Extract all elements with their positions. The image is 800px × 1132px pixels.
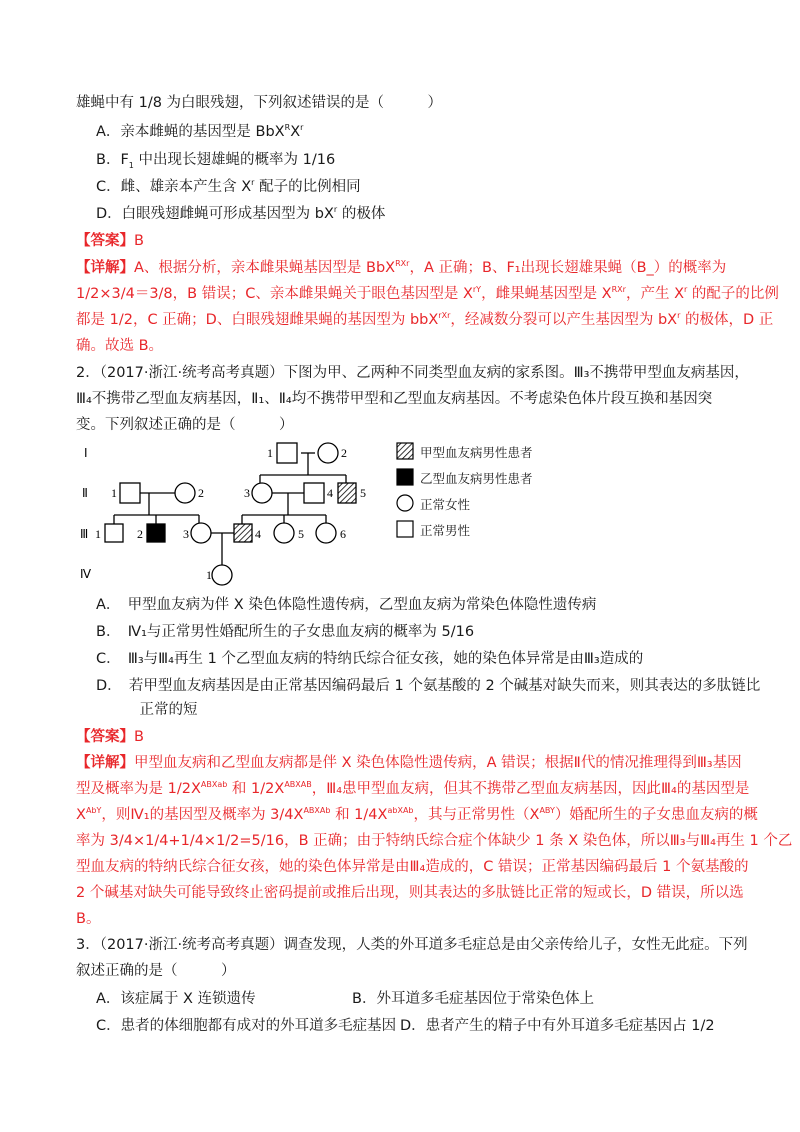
q1-detail-line-4: 确。故选 B。 <box>76 338 164 354</box>
q2-detail-line-5: 型血友病的特纳氏综合征女孩，她的染色体异常是由Ⅲ₄造成的，C 错误；正常基因编码最后 1 个氨基酸的 <box>76 859 749 875</box>
pedigree-IV-1-female <box>212 565 232 585</box>
pedigree-I-1-male <box>277 443 297 463</box>
document-page: 雄蝇中有 1/8 为白眼残翅，下列叙述错误的是（ ） A．亲本雌蝇的基因型是 $BbX^RX^r$ B．$F_1$ 中出现长翅雄蝇的概率为 1/16 C．雌、雄亲本产生含 $X^r$ 配子的比例相同 D．白眼残翅雌蝇可形成基因型为 $bX^r$ 的极体 【答案】B 【详解】A、根据分析，亲本雌果蝇基因型是 BbX$^{RXr}$，A 正确；B、F₁出现长翅雄果蝇（B_）的概率为 1/2×3/4＝3/8，B 错误；C、亲本雌果蝇关于眼色基因型是 $X^{rY}$，雌果蝇基因型是 $X^{RXr}$，产生 $X^r$ 的配子的比例 都是 1/2，C 正确；D、白眼残翅雌果蝇的基因型为 bbX$^{rXr}$，经减数分裂可以产生基因型为 $bX^r$ 的极体，D 正 确。故选 B。 2．（2017·浙江·统考高考真题）下图为甲、乙两种不同类型血友病的家系图。Ⅲ₃不携带甲型血友病基因， Ⅲ₄不携带乙型血友病基因，Ⅱ₁、Ⅱ₄均不携带甲型和乙型血友病基因。不考虑染色体片段互换和基因突 变。下列叙述正确的是（ ） Ⅰ Ⅱ Ⅲ Ⅳ 1 2 1 2 3 4 5 1 2 3 4 5 6 1 甲型血友病男性患者 乙型血友病男性患者 正常女性 正常男性 A． 甲型血友病为伴 X 染色体隐性遗传病，乙型血友病为常染色体隐性遗传病 B． Ⅳ₁与正常男性婚配所生的子女患血友病的概率为 5/16 C． Ⅲ₃与Ⅲ₄再生 1 个乙型血友病的特纳氏综合征女孩，她的染色体异常是由Ⅲ₃造成的 D． 若甲型血友病基因是由正常基因编码最后 1 个氨基酸的 2 个碱基对缺失而来，则其表达的多肽链比 正常的短 【答案】B 【详解】甲型血友病和乙型血友病都是伴 X 染色体隐性遗传病，A 错误；根据Ⅱ代的情况推理得到Ⅲ₃基因 型及概率为是 $1/2X^{ABXab}$ 和 $1/2X^{ABXAB}$，Ⅲ₄患甲型血友病，但其不携带乙型血友病基因，因此Ⅲ₄的基因型是 $X^{AbY}$，则Ⅳ₁的基因型及概率为 $3/4X^{ABXAb}$ 和 $1/4X^{abXAb}$，其与正常男性$(X^{ABY})$婚配所生的子女患血友病的概 率为 3/4×1/4+1/4×1/2=5/16，B 正确；由于特纳氏综合症个体缺少 1 条 X 染色体，所以Ⅲ₃与Ⅲ₄再生 1 个乙 型血友病的特纳氏综合征女孩，她的染色体异常是由Ⅲ₄造成的，C 错误；正常基因编码最后 1 个氨基酸的 2 个碱基对缺失可能导致终止密码提前或推后出现，则其表达的多肽链比正常的短或长，D 错误，所以选 B。 3．（2017·浙江·统考高考真题）调查发现，人类的外耳道多毛症总是由父亲传给儿子，女性无此症。下列 叙述正确的是（ ） A．该症属于 X 连锁遗传 B．外耳道多毛症基因位于常染色体上 C．患者的体细胞都有成对的外耳道多毛症基因 D．患者产生的精子中有外耳道多毛症基因占 1/2 <box>76 95 793 1034</box>
q2-detail-line-3: $X^{AbY}$，则Ⅳ₁的基因型及概率为 $3/4X^{ABXAb}$ 和 $1/4X^{abXAb}$，其与正常男性$(X^{ABY})$婚配所生的子女患血友病的概 <box>76 806 758 823</box>
pedigree-II-3-female <box>252 483 272 503</box>
pedigree-I-2-female <box>318 443 338 463</box>
q2-stem-line-3: 变。下列叙述正确的是（ ） <box>76 417 294 433</box>
label-II-5: 5 <box>360 486 366 500</box>
q3-option-d: D．患者产生的精子中有外耳道多毛症基因占 1/2 <box>400 1018 715 1034</box>
q1-option-c: C．雌、雄亲本产生含 $X^r$ 配子的比例相同 <box>96 178 361 195</box>
pedigree-III-5-female <box>274 523 294 543</box>
pedigree-chart <box>74 440 394 590</box>
q1-detail-line-2: 1/2×3/4＝3/8，B 错误；C、亲本雌果蝇关于眼色基因型是 $X^{rY}$，雌果蝇基因型是 $X^{RXr}$，产生 $X^r$ 的配子的比例 <box>76 285 779 302</box>
pedigree-III-3-female <box>191 523 211 543</box>
label-I-1: 1 <box>267 446 273 460</box>
q2-detail-line-6: 2 个碱基对缺失可能导致终止密码提前或推后出现，则其表达的多肽链比正常的短或长，D 错误，所以选 <box>76 885 744 901</box>
q1-option-d: D．白眼残翅雌蝇可形成基因型为 $bX^r$ 的极体 <box>96 205 386 222</box>
q2-option-d-cont: 正常的短 <box>96 702 198 718</box>
q1-answer: 【答案】B <box>76 233 144 249</box>
pedigree-II-5-affected-a <box>338 483 356 503</box>
gen-label-I: Ⅰ <box>84 446 88 460</box>
label-II-1: 1 <box>111 486 117 500</box>
label-III-2: 2 <box>137 527 143 541</box>
pedigree-III-4-affected-a <box>234 524 252 542</box>
pedigree-II-1-male <box>120 483 140 503</box>
q3-option-b: B．外耳道多毛症基因位于常染色体上 <box>352 991 594 1007</box>
q3-option-a: A．该症属于 X 连锁遗传 <box>96 991 256 1007</box>
q2-option-b: B． Ⅳ₁与正常男性婚配所生的子女患血友病的概率为 5/16 <box>96 624 475 640</box>
label-III-3: 3 <box>183 527 189 541</box>
hatched-square-icon <box>396 442 414 460</box>
label-III-5: 5 <box>298 527 304 541</box>
q2-option-a: A． 甲型血友病为伴 X 染色体隐性遗传病，乙型血友病为常染色体隐性遗传病 <box>96 597 597 613</box>
gen-label-III: Ⅲ <box>80 527 89 541</box>
q1-option-a: A．亲本雌蝇的基因型是 $BbX^RX^r$ <box>96 123 304 140</box>
q3-option-c: C．患者的体细胞都有成对的外耳道多毛症基因 <box>96 1018 397 1034</box>
gen-label-II: Ⅱ <box>82 486 88 500</box>
q1-stem: 雄蝇中有 1/8 为白眼残翅，下列叙述错误的是（ ） <box>76 95 443 111</box>
label-III-4: 4 <box>255 527 261 541</box>
pedigree-III-1-male <box>105 524 123 542</box>
q1-option-b: B．$F_1$ 中出现长翅雄蝇的概率为 1/16 <box>96 152 336 170</box>
pedigree-II-4-male <box>304 483 324 503</box>
q2-option-c: C． Ⅲ₃与Ⅲ₄再生 1 个乙型血友病的特纳氏综合征女孩，她的染色体异常是由Ⅲ₃造成的 <box>96 651 644 667</box>
filled-square-icon <box>396 468 414 486</box>
q2-stem-line-1: 2．（2017·浙江·统考高考真题）下图为甲、乙两种不同类型血友病的家系图。Ⅲ₃不携带甲型血友病基因， <box>76 365 749 381</box>
gen-label-IV: Ⅳ <box>80 567 92 581</box>
label-IV-1: 1 <box>206 568 212 582</box>
q2-stem-line-2: Ⅲ₄不携带乙型血友病基因，Ⅱ₁、Ⅱ₄均不携带甲型和乙型血友病基因。不考虑染色体片段互换和基因突 <box>76 391 713 407</box>
q2-detail-line-7: B。 <box>76 911 101 927</box>
q2-option-d: D． 若甲型血友病基因是由正常基因编码最后 1 个氨基酸的 2 个碱基对缺失而来，则其表达的多肽链比 <box>96 678 761 694</box>
q1-detail-line-1: 【详解】A、根据分析，亲本雌果蝇基因型是 BbX$^{RXr}$，A 正确；B、F₁出现长翅雄果蝇（B_）的概率为 <box>76 259 727 276</box>
pedigree-II-2-female <box>175 483 195 503</box>
q2-detail-line-1: 【详解】甲型血友病和乙型血友病都是伴 X 染色体隐性遗传病，A 错误；根据Ⅱ代的情况推理得到Ⅲ₃基因 <box>76 755 742 771</box>
square-icon <box>396 520 414 538</box>
q3-stem-line-2: 叙述正确的是（ ） <box>76 963 236 979</box>
label-III-6: 6 <box>340 527 346 541</box>
q2-detail-line-2: 型及概率为是 $1/2X^{ABXab}$ 和 $1/2X^{ABXAB}$，Ⅲ₄患甲型血友病，但其不携带乙型血友病基因，因此Ⅲ₄的基因型是 <box>76 780 750 797</box>
label-III-1: 1 <box>95 527 101 541</box>
q1-detail-line-3: 都是 1/2，C 正确；D、白眼残翅雌果蝇的基因型为 bbX$^{rXr}$，经减数分裂可以产生基因型为 $bX^r$ 的极体，D 正 <box>76 311 774 328</box>
pedigree-III-2-affected-b <box>147 524 165 542</box>
label-I-2: 2 <box>341 446 347 460</box>
q2-detail-line-4: 率为 3/4×1/4+1/4×1/2=5/16，B 正确；由于特纳氏综合症个体缺少 1 条 X 染色体，所以Ⅲ₃与Ⅲ₄再生 1 个乙 <box>76 833 793 849</box>
label-II-3: 3 <box>244 486 250 500</box>
circle-icon <box>396 494 414 512</box>
label-II-4: 4 <box>327 486 333 500</box>
q2-answer: 【答案】B <box>76 729 144 745</box>
pedigree-III-6-female <box>316 523 336 543</box>
q3-stem-line-1: 3．（2017·浙江·统考高考真题）调查发现，人类的外耳道多毛症总是由父亲传给儿子，女性无此症。下列 <box>76 937 748 953</box>
label-II-2: 2 <box>198 486 204 500</box>
